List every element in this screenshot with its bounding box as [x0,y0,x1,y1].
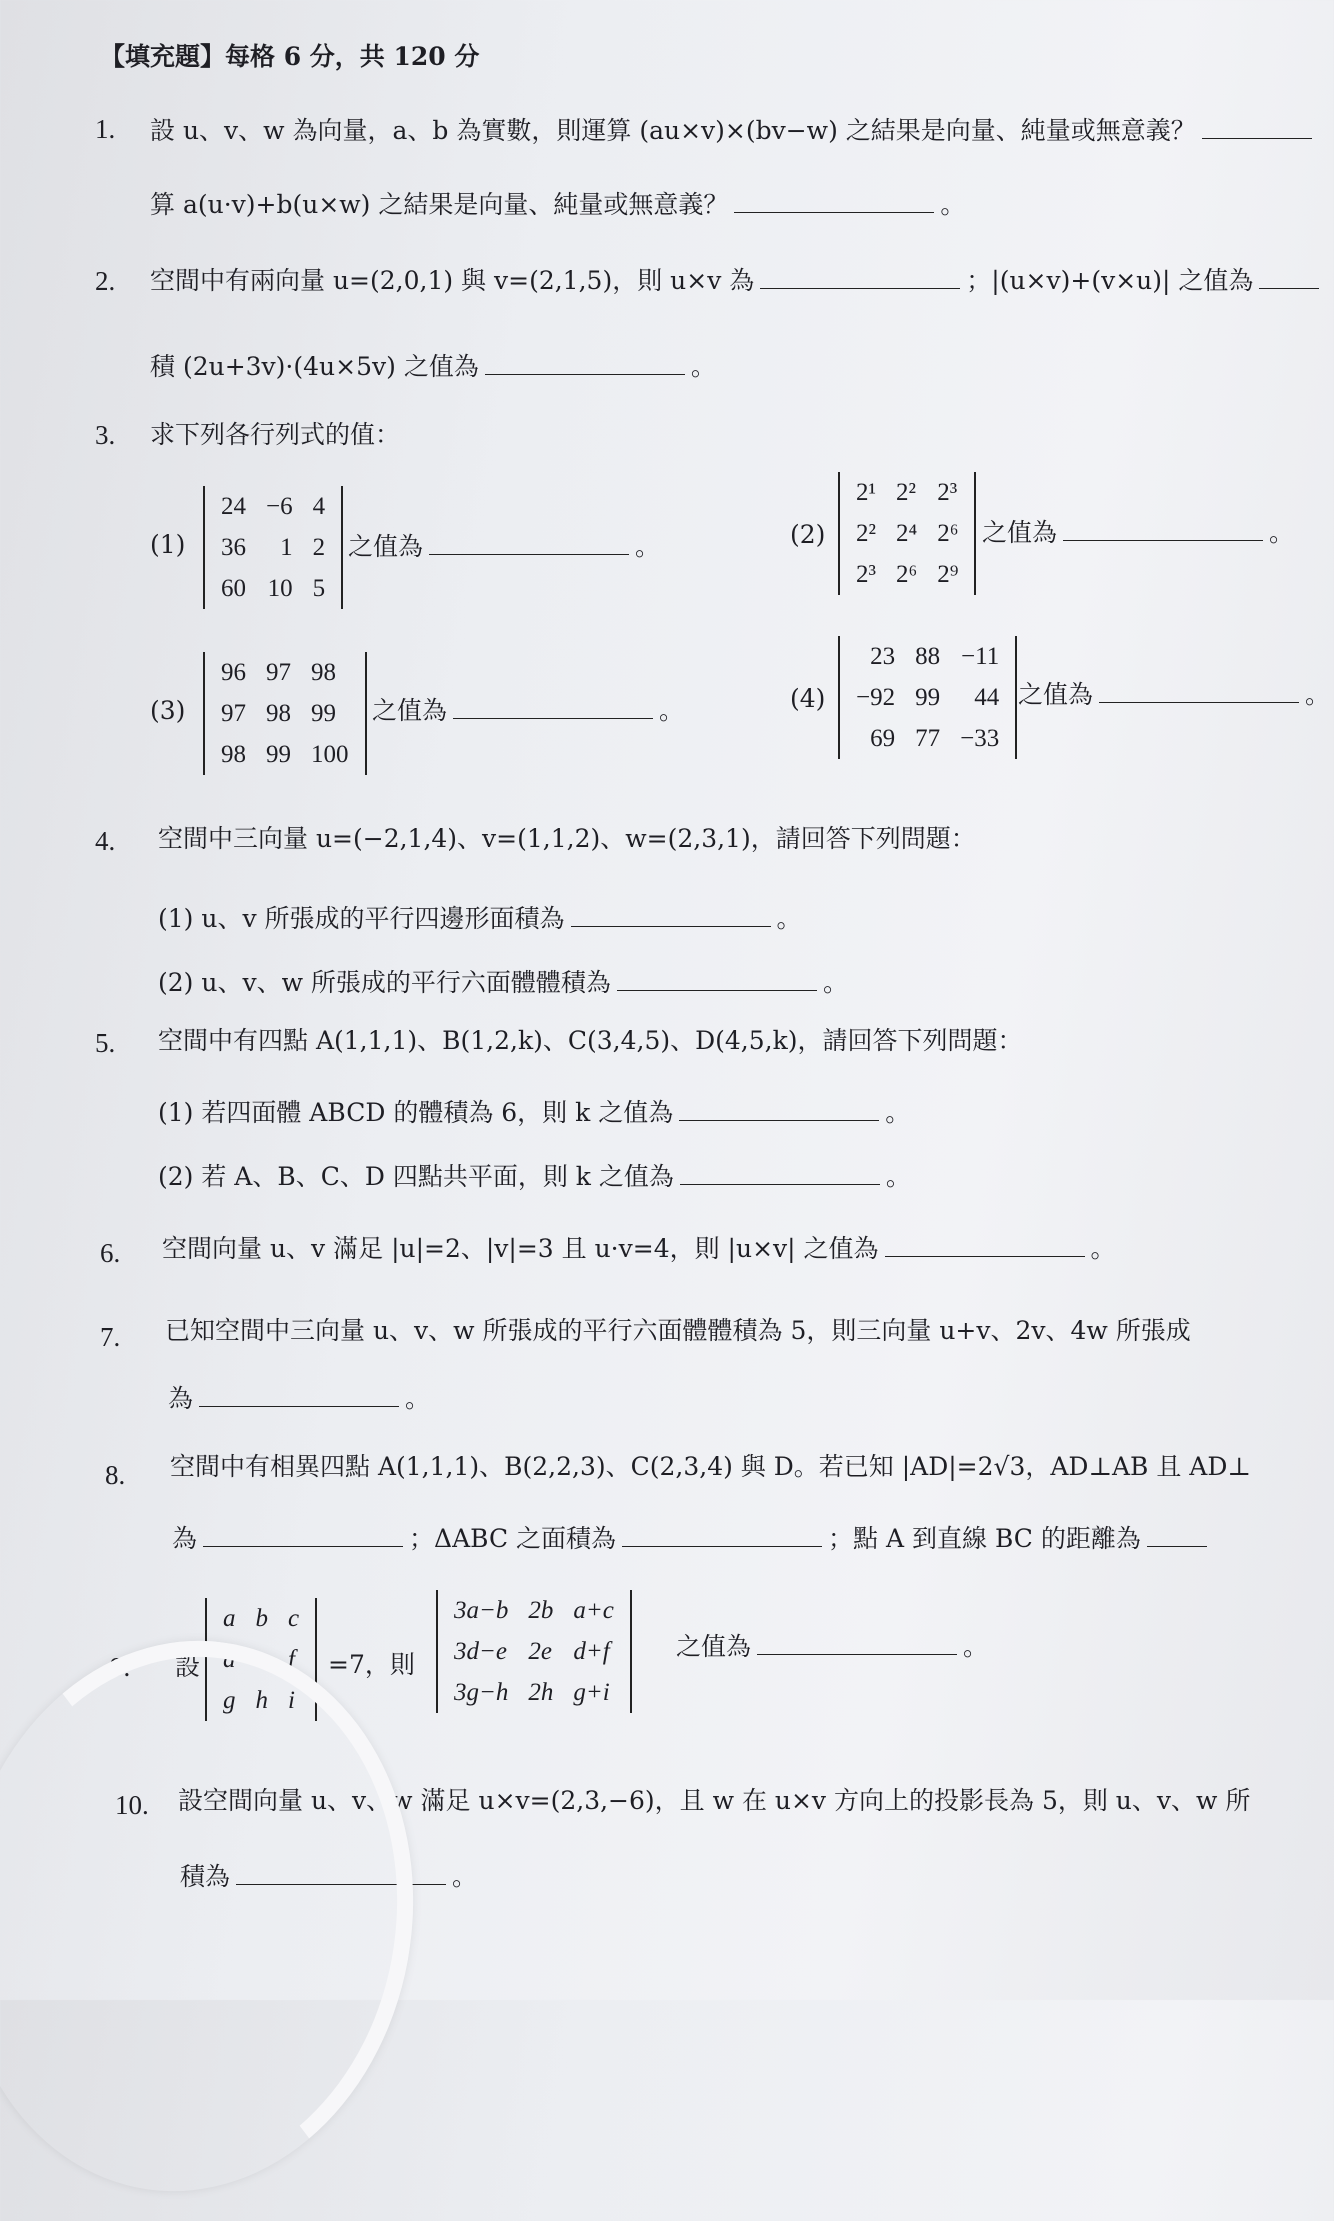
q5-number: 5. [95,1028,116,1058]
q5-intro: 空間中有四點 A(1,1,1)、B(1,2,k)、C(3,4,5)、D(4,5,k)，請回答下列問題： [158,1026,1023,1055]
q7-line1: 已知空間中三向量 u、v、w 所張成的平行六面體體積為 5，則三向量 u+v、2v、4w 所張成 [165,1316,1191,1345]
q2-line2 [150,348,716,384]
q2-line1 [150,262,1325,298]
q6-blank[interactable] [885,1230,1085,1257]
q4-part2: (2) u、v、w 所張成的平行六面體體積為 。 [158,964,848,1000]
q4-part1: (1) u、v 所張成的平行四邊形面積為 。 [158,900,802,936]
q1-blank1[interactable] [1202,112,1312,139]
q4-blank1[interactable] [571,900,771,927]
q4-intro: 空間中三向量 u=(−2,1,4)、v=(1,1,2)、w=(2,3,1)，請回答下列問題： [158,824,976,853]
q1-line2 [150,186,965,222]
q2-blank3[interactable] [485,348,685,375]
q7-line2: 為 。 [168,1380,430,1416]
q2-number: 2. [95,266,116,296]
q8-blank1[interactable] [203,1520,403,1547]
q3-part2-answer: 之值為 。 [982,514,1294,550]
q3-part1-label: (1) [150,530,186,559]
q3-part3-label: (3) [150,696,186,725]
q1-number: 1. [95,114,116,144]
q3-part4-label: (4) [790,684,826,713]
q1-end: 。 [940,190,966,219]
q3-part4-determinant: 23 88 −11 −92 99 44 69 77 −33 [838,636,1017,759]
q1-text2: 算 a(u·v)+b(u×w) 之結果是向量、純量或無意義？ [150,190,729,219]
q2-text2: 積 (2u+3v)·(4u×5v) 之值為 [150,352,479,381]
q5-blank2[interactable] [680,1158,880,1185]
q3-part3-determinant: 96 97 98 97 98 99 98 99 100 [203,652,367,775]
q3-intro: 求下列各行列式的值： [150,420,401,449]
q10-number: 10. [115,1790,149,1820]
section-header: 【填充題】每格 6 分，共 120 分 [100,42,480,71]
q6-line: 空間向量 u、v 滿足 |u|=2、|v|=3 且 u·v=4，則 |u×v| 之值為 。 [162,1230,1116,1266]
q10-line2: 積為 。 [180,1858,477,1894]
q9-number: 9. [110,1652,131,1682]
q1-line1 [150,112,1318,148]
q5-blank1[interactable] [679,1094,879,1121]
q9-determinant-1: a b c d e f g h i [205,1598,317,1721]
q3-part1-answer: 之值為 。 [348,528,660,564]
q9-mid: =7，則 [328,1650,415,1679]
q7-number: 7. [100,1322,121,1352]
q9-answer: 之值為 。 [676,1628,988,1664]
q2-text1b: ；|(u×v)+(v×u)| 之值為 [966,266,1254,295]
q9-blank[interactable] [757,1628,957,1655]
q2-blank2[interactable] [1259,262,1319,289]
q2-text1a: 空間中有兩向量 u=(2,0,1) 與 v=(2,1,5)，則 u×v 為 [150,266,755,295]
q8-line1: 空間中有相異四點 A(1,1,1)、B(2,2,3)、C(2,3,4) 與 D。若已知 |AD|=2√3，AD⊥AB 且 AD⊥ [170,1452,1251,1481]
q2-blank1[interactable] [760,262,960,289]
q8-number: 8. [105,1460,126,1490]
q1-text1: 設 u、v、w 為向量，a、b 為實數，則運算 (au×v)×(bv−w) 之結果是向量、純量或無意義？ [150,116,1196,145]
q3-part2-blank[interactable] [1063,514,1263,541]
q3-part3-blank[interactable] [453,692,653,719]
q3-part1-blank[interactable] [429,528,629,555]
q3-part4-blank[interactable] [1099,676,1299,703]
white-cable-shape [0,1611,448,2221]
q4-number: 4. [95,826,116,856]
q8-line2: 為 ；ΔABC 之面積為 ；點 A 到直線 BC 的距離為 [172,1520,1213,1556]
q9-pre: 設 [175,1652,201,1681]
q8-blank3[interactable] [1147,1520,1207,1547]
q3-part3-answer: 之值為 。 [372,692,684,728]
q3-part2-label: (2) [790,520,826,549]
q6-number: 6. [100,1238,121,1268]
q3-part4-answer: 之值為 。 [1018,676,1330,712]
q8-blank2[interactable] [622,1520,822,1547]
q1-blank2[interactable] [734,186,934,213]
q3-part1-determinant: 24 −6 4 36 1 2 60 10 5 [203,486,343,609]
q9-determinant-2: 3a−b 2b a+c 3d−e 2e d+f 3g−h 2h g+i [436,1590,632,1713]
q2-end: 。 [690,352,716,381]
q10-line1: 設空間向量 u、v、w 滿足 u×v=(2,3,−6)，且 w 在 u×v 方向上的投影長為 5，則 u、v、w 所 [178,1786,1251,1815]
q3-part2-determinant: 2¹ 2² 2³ 2² 2⁴ 2⁶ 2³ 2⁶ 2⁹ [838,472,976,595]
q5-part1: (1) 若四面體 ABCD 的體積為 6，則 k 之值為 。 [158,1094,910,1130]
q7-blank[interactable] [199,1380,399,1407]
q3-number: 3. [95,420,116,450]
q5-part2: (2) 若 A、B、C、D 四點共平面，則 k 之值為 。 [158,1158,911,1194]
q4-blank2[interactable] [617,964,817,991]
